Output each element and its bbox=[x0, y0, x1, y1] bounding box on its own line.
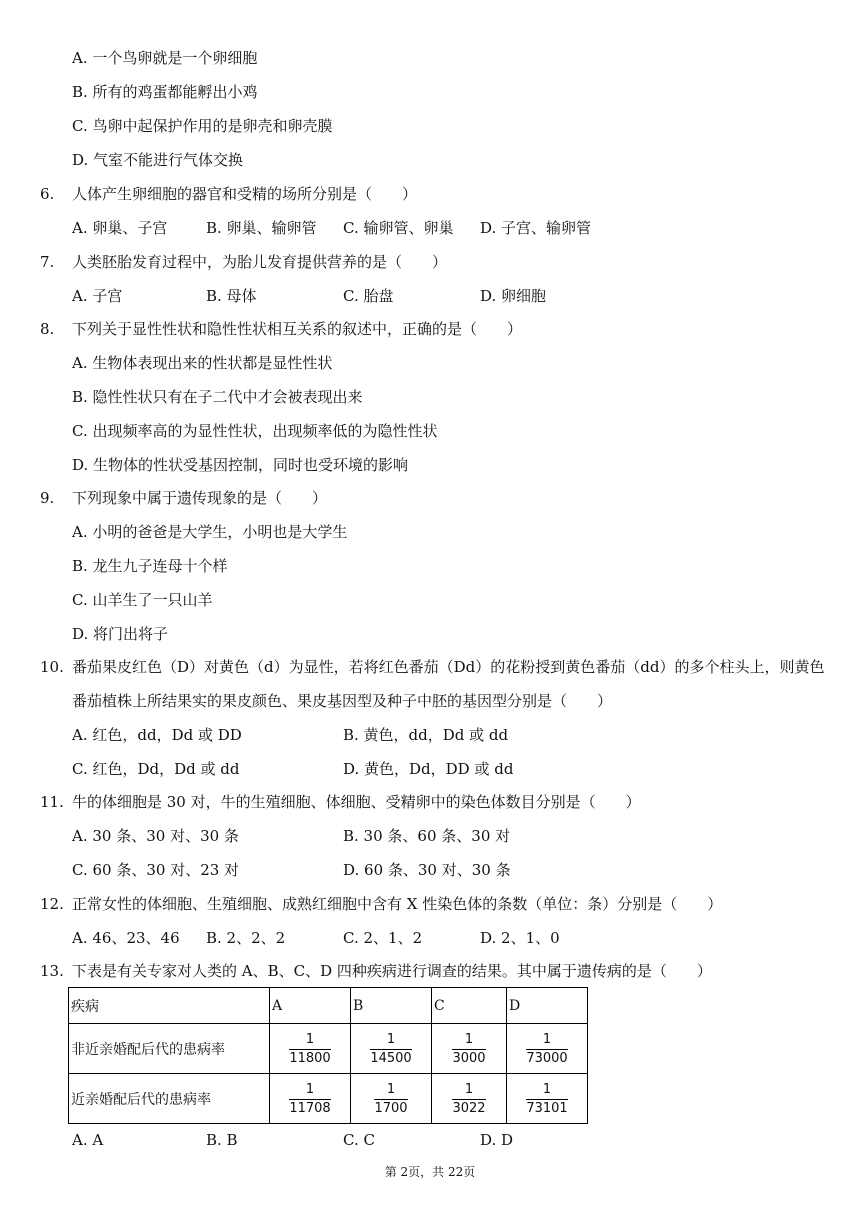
table-header-b: B bbox=[351, 988, 432, 1024]
q7-option-b: B. 母体 bbox=[206, 287, 257, 305]
table-header-disease: 疾病 bbox=[69, 988, 270, 1024]
q12-number: 12. bbox=[40, 895, 64, 913]
q12-stem: 正常女性的体细胞、生殖细胞、成熟红细胞中含有 X 性染色体的条数（单位：条）分别是（ ） bbox=[72, 895, 723, 913]
table-header-d: D bbox=[507, 988, 588, 1024]
q10-option-a: A. 红色，dd，Dd 或 DD bbox=[72, 726, 242, 744]
row-label: 非近亲婚配后代的患病率 bbox=[69, 1024, 270, 1074]
q6-number: 6. bbox=[40, 185, 55, 203]
q5-option-d: D. 气室不能进行气体交换 bbox=[72, 151, 244, 169]
q5-option-a: A. 一个鸟卵就是一个卵细胞 bbox=[72, 49, 258, 67]
q10-number: 10. bbox=[40, 658, 64, 676]
q11-option-b: B. 30 条、60 条、30 对 bbox=[343, 827, 511, 845]
q7-stem: 人类胚胎发育过程中，为胎儿发育提供营养的是（ ） bbox=[72, 253, 448, 271]
q10-stem-line1: 番茄果皮红色（D）对黄色（d）为显性，若将红色番茄（Dd）的花粉授到黄色番茄（dd）的多个柱头上，则黄色 bbox=[72, 658, 825, 676]
q6-option-d: D. 子宫、输卵管 bbox=[480, 219, 592, 237]
q8-option-c: C. 出现频率高的为显性性状，出现频率低的为隐性性状 bbox=[72, 422, 438, 440]
page-footer: 第 2页，共 22页 bbox=[384, 1165, 476, 1179]
q13-stem: 下表是有关专家对人类的 A、B、C、D 四种疾病进行调查的结果。其中属于遗传病的是（ ） bbox=[72, 962, 712, 980]
q7-option-a: A. 子宫 bbox=[72, 287, 123, 305]
q9-option-d: D. 将门出将子 bbox=[72, 625, 169, 643]
q13-option-a: A. A bbox=[72, 1131, 104, 1149]
q9-stem: 下列现象中属于遗传现象的是（ ） bbox=[72, 489, 328, 507]
fraction: $\frac{1}{11708}$ bbox=[289, 1081, 331, 1116]
q11-option-a: A. 30 条、30 对、30 条 bbox=[72, 827, 239, 845]
q12-option-b: B. 2、2、2 bbox=[206, 929, 286, 947]
fraction: $\frac{1}{11800}$ bbox=[289, 1031, 331, 1066]
q10-option-d: D. 黄色，Dd，DD 或 dd bbox=[343, 760, 514, 778]
q13-option-b: B. B bbox=[206, 1131, 238, 1149]
q7-number: 7. bbox=[40, 253, 55, 271]
q6-option-a: A. 卵巢、子宫 bbox=[72, 219, 168, 237]
q6-option-c: C. 输卵管、卵巢 bbox=[343, 219, 454, 237]
q12-option-a: A. 46、23、46 bbox=[72, 929, 180, 947]
table-header-a: A bbox=[270, 988, 351, 1024]
q8-number: 8. bbox=[40, 320, 55, 338]
q11-option-c: C. 60 条、30 对、23 对 bbox=[72, 861, 240, 879]
fraction: $\frac{1}{1700}$ bbox=[374, 1081, 408, 1116]
q9-option-b: B. 龙生九子连母十个样 bbox=[72, 557, 228, 575]
fraction: $\frac{1}{73101}$ bbox=[526, 1081, 568, 1116]
fraction: $\frac{1}{3022}$ bbox=[452, 1081, 486, 1116]
q11-option-d: D. 60 条、30 对、30 条 bbox=[343, 861, 511, 879]
table-row-non-consanguineous bbox=[69, 1024, 588, 1074]
disease-survey-table bbox=[68, 987, 588, 1124]
q9-option-c: C. 山羊生了一只山羊 bbox=[72, 591, 213, 609]
q5-option-b: B. 所有的鸡蛋都能孵出小鸡 bbox=[72, 83, 258, 101]
q10-option-b: B. 黄色，dd，Dd 或 dd bbox=[343, 726, 509, 744]
q9-number: 9. bbox=[40, 489, 55, 507]
q11-stem: 牛的体细胞是 30 对，牛的生殖细胞、体细胞、受精卵中的染色体数目分别是（ ） bbox=[72, 793, 641, 811]
q8-stem: 下列关于显性性状和隐性性状相互关系的叙述中，正确的是（ ） bbox=[72, 320, 523, 338]
q8-option-d: D. 生物体的性状受基因控制，同时也受环境的影响 bbox=[72, 456, 409, 474]
q8-option-a: A. 生物体表现出来的性状都是显性性状 bbox=[72, 354, 333, 372]
q9-option-a: A. 小明的爸爸是大学生，小明也是大学生 bbox=[72, 523, 348, 541]
q7-option-d: D. 卵细胞 bbox=[480, 287, 547, 305]
fraction: $\frac{1}{14500}$ bbox=[370, 1031, 412, 1066]
q6-option-b: B. 卵巢、输卵管 bbox=[206, 219, 317, 237]
q6-stem: 人体产生卵细胞的器官和受精的场所分别是（ ） bbox=[72, 185, 418, 203]
row-label: 近亲婚配后代的患病率 bbox=[69, 1074, 270, 1124]
q13-number: 13. bbox=[40, 962, 64, 980]
fraction: $\frac{1}{3000}$ bbox=[452, 1031, 486, 1066]
q13-option-c: C. C bbox=[343, 1131, 375, 1149]
table-header-c: C bbox=[432, 988, 507, 1024]
q8-option-b: B. 隐性性状只有在子二代中才会被表现出来 bbox=[72, 388, 363, 406]
q5-option-c: C. 鸟卵中起保护作用的是卵壳和卵壳膜 bbox=[72, 117, 333, 135]
table-row-consanguineous bbox=[69, 1074, 588, 1124]
q11-number: 11. bbox=[40, 793, 64, 811]
q10-stem-line2: 番茄植株上所结果实的果皮颜色、果皮基因型及种子中胚的基因型分别是（ ） bbox=[72, 692, 613, 710]
q12-option-c: C. 2、1、2 bbox=[343, 929, 423, 947]
q13-option-d: D. D bbox=[480, 1131, 514, 1149]
fraction: $\frac{1}{73000}$ bbox=[526, 1031, 568, 1066]
q7-option-c: C. 胎盘 bbox=[343, 287, 394, 305]
q12-option-d: D. 2、1、0 bbox=[480, 929, 560, 947]
q10-option-c: C. 红色，Dd，Dd 或 dd bbox=[72, 760, 240, 778]
